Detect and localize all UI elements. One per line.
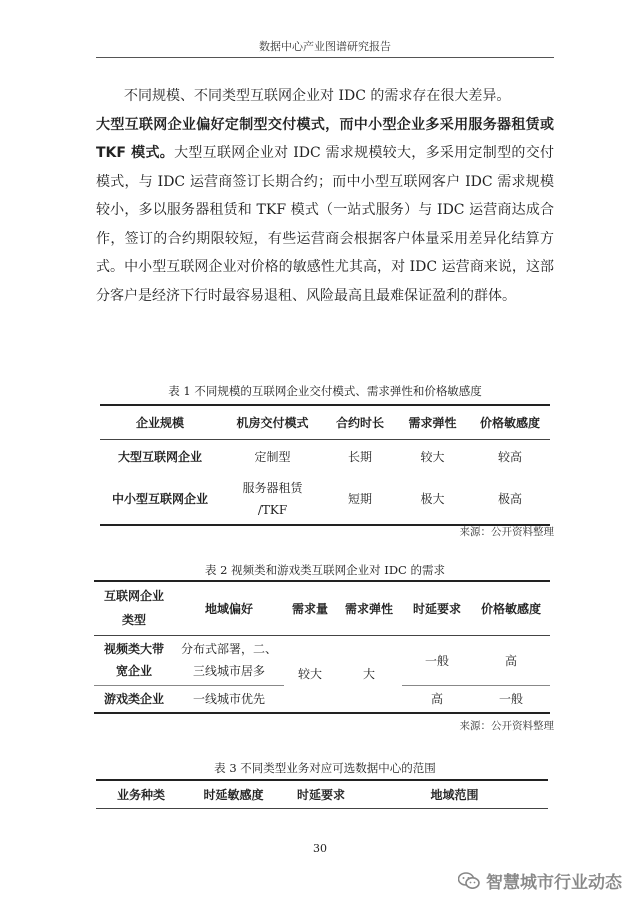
table1-cell: 极高 xyxy=(497,492,522,506)
table2-header: 价格敏感度 xyxy=(480,601,541,616)
wechat-icon xyxy=(458,872,480,890)
table3-header: 时延要求 xyxy=(296,787,345,802)
table1-header: 价格敏感度 xyxy=(479,415,540,430)
table3-header: 业务种类 xyxy=(116,787,165,802)
watermark-text: 智慧城市行业动态 xyxy=(486,873,622,893)
table2-cell: 较大 xyxy=(297,667,322,682)
watermark xyxy=(458,868,622,893)
table1-header: 机房交付模式 xyxy=(236,415,309,430)
para-body-text: 大型互联网企业对 IDC 需求规模较大，多采用定制型的交付模式，与 IDC 运营商签订长期合约；而中小型互联网客户 IDC 需求规模较小，多以服务器租赁和 TKF 模式（一站式服务）与 IDC 运营商达成合作，签订的合约期限较短，有些运营商会根据客户体量采用差异化结算方式。中小型互联网企业对价格的敏感性尤其高，对 IDC 运营商来说，这部分客户是经济下行时最容易退租、风险最高且最难保证盈利的群体。 xyxy=(96,145,554,304)
para-first-line: 不同规模、不同类型互联网企业对 IDC 的需求存在很大差异。 xyxy=(124,88,511,104)
table2-cell: 游戏类企业 xyxy=(103,692,164,707)
table2-header: 互联网企业 类型 xyxy=(103,589,164,628)
table1-cell: 较高 xyxy=(497,449,522,464)
table3-header: 地域范围 xyxy=(430,787,479,802)
table1-cell: 定制型 xyxy=(254,449,291,464)
page-number: 30 xyxy=(313,842,327,855)
table1-caption: 表 1 不同规模的互联网企业交付模式、需求弹性和价格敏感度 xyxy=(168,384,482,398)
body-paragraph xyxy=(96,82,554,310)
table3 xyxy=(96,779,548,809)
table1-cell: 中小型互联网企业 xyxy=(111,492,208,506)
table2-source: 来源：公开资料整理 xyxy=(459,720,554,732)
table1-cell: 短期 xyxy=(347,492,372,506)
table2-header: 地域偏好 xyxy=(204,601,253,616)
table1-source: 来源：公开资料整理 xyxy=(459,526,554,538)
table1-cell: 极大 xyxy=(420,492,445,506)
page-header-title: 数据中心产业图谱研究报告 xyxy=(259,40,391,53)
table1-header: 企业规模 xyxy=(135,415,184,430)
table2-cell: 一线城市优先 xyxy=(192,692,265,707)
table1-cell: 大型互联网企业 xyxy=(117,449,202,464)
header-rule xyxy=(96,57,554,58)
table2-cell: 高 xyxy=(402,685,472,713)
table1-cell: 较大 xyxy=(420,449,445,464)
table2-cell: 高 xyxy=(504,653,517,668)
table2-cell: 视频类大带 宽企业 xyxy=(103,642,164,678)
table3-header: 时延敏感度 xyxy=(203,787,264,802)
table2-cell: 大 xyxy=(362,667,375,682)
para-bold-statement: 大型互联网企业偏好定制型交付模式，而中小型企业多采用服务器租赁或 TKF 模式。 xyxy=(96,116,554,161)
table2-header: 时延要求 xyxy=(412,601,461,616)
table2 xyxy=(94,580,550,714)
table2-cell: 一般 xyxy=(424,653,449,668)
table3-caption: 表 3 不同类型业务对应可选数据中心的范围 xyxy=(214,761,436,775)
table2-cell: 一般 xyxy=(472,685,550,713)
table2-header: 需求弹性 xyxy=(344,601,393,616)
table1 xyxy=(100,404,550,526)
table1-header: 需求弹性 xyxy=(408,415,457,430)
table2-caption: 表 2 视频类和游戏类互联网企业对 IDC 的需求 xyxy=(205,563,445,577)
table-row xyxy=(100,473,550,525)
table2-cell: 分布式部署，二、 三线城市居多 xyxy=(180,642,277,678)
table1-cell: 服务器租赁 /TKF xyxy=(242,480,303,517)
table1-header: 合约时长 xyxy=(335,415,384,430)
table-row xyxy=(100,439,550,473)
table1-cell: 长期 xyxy=(347,449,372,464)
table-row xyxy=(94,635,550,685)
table2-header: 需求量 xyxy=(291,601,328,616)
